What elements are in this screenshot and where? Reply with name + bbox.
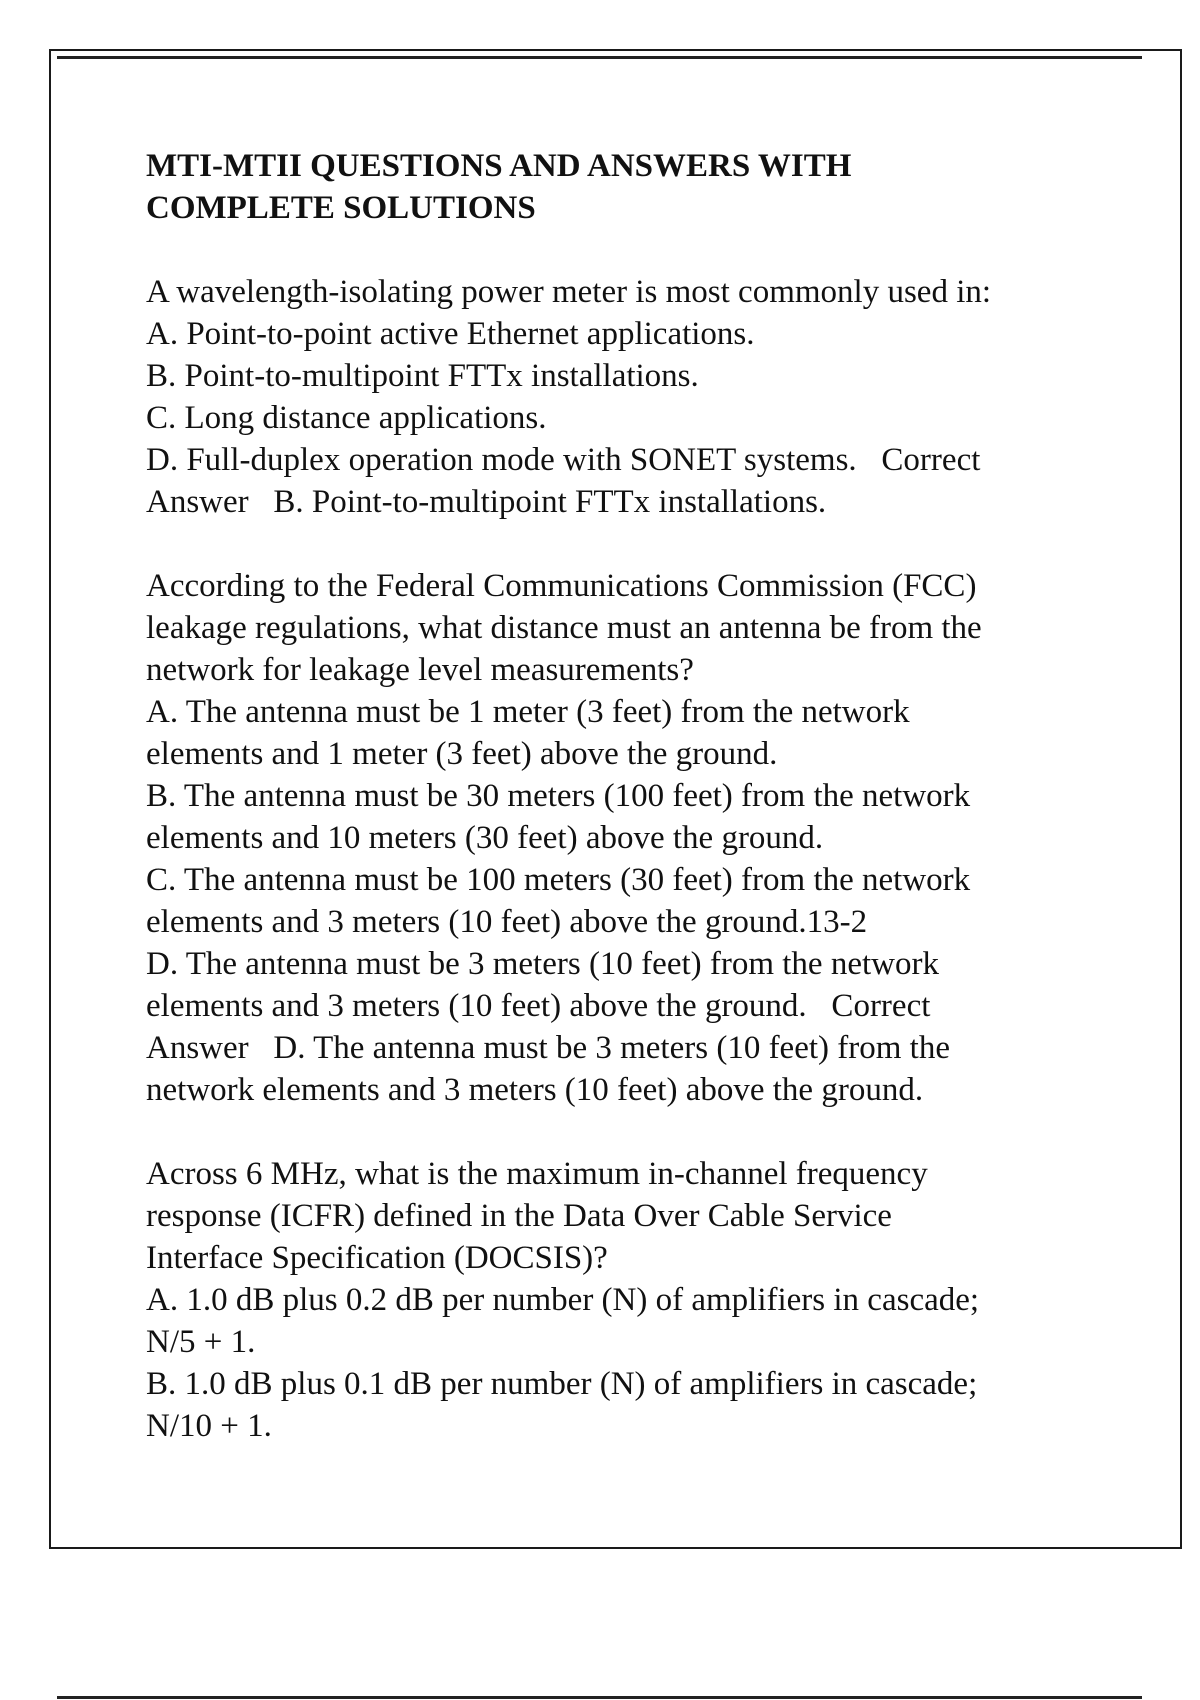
option-b: N/10 + 1. [146,1408,272,1444]
question-block-3 [146,1153,1106,1447]
option-d: elements and 3 meters (10 feet) above the ground. Correct [146,988,931,1024]
option-a: N/5 + 1. [146,1324,256,1360]
question-text: response (ICFR) defined in the Data Over Cable Service [146,1198,892,1234]
question-text: According to the Federal Communications Commission (FCC) [146,568,977,604]
question-text: network for leakage level measurements? [146,652,694,688]
option-b: B. 1.0 dB plus 0.1 dB per number (N) of amplifiers in cascade; [146,1366,978,1402]
footer-rule [57,1696,1142,1699]
option-c: C. Long distance applications. [146,400,547,436]
question-block-2 [146,565,1106,1111]
document-body [146,145,1106,1489]
title-line: MTI-MTII QUESTIONS AND ANSWERS WITH [146,148,852,184]
option-b: elements and 10 meters (30 feet) above the ground. [146,820,824,856]
correct-answer: network elements and 3 meters (10 feet) above the ground. [146,1072,924,1108]
option-b: B. The antenna must be 30 meters (100 feet) from the network [146,778,971,814]
document-title [146,145,1106,229]
question-text: A wavelength-isolating power meter is most commonly used in: [146,274,992,310]
header-rule [57,56,1142,59]
question-text: Across 6 MHz, what is the maximum in-channel frequency [146,1156,928,1192]
correct-answer: Answer D. The antenna must be 3 meters (10 feet) from the [146,1030,950,1066]
question-text: leakage regulations, what distance must an antenna be from the [146,610,982,646]
option-a: A. Point-to-point active Ethernet applications. [146,316,755,352]
option-c: C. The antenna must be 100 meters (30 feet) from the network [146,862,971,898]
question-block-1 [146,271,1106,523]
option-d: D. The antenna must be 3 meters (10 feet) from the network [146,946,939,982]
option-a: A. 1.0 dB plus 0.2 dB per number (N) of amplifiers in cascade; [146,1282,980,1318]
option-b: B. Point-to-multipoint FTTx installations. [146,358,699,394]
question-text: Interface Specification (DOCSIS)? [146,1240,608,1276]
option-d: D. Full-duplex operation mode with SONET systems. Correct [146,442,981,478]
correct-answer: Answer B. Point-to-multipoint FTTx installations. [146,484,827,520]
option-a: A. The antenna must be 1 meter (3 feet) from the network [146,694,910,730]
option-a: elements and 1 meter (3 feet) above the ground. [146,736,778,772]
option-c: elements and 3 meters (10 feet) above the ground.13-2 [146,904,868,940]
title-line: COMPLETE SOLUTIONS [146,190,536,226]
